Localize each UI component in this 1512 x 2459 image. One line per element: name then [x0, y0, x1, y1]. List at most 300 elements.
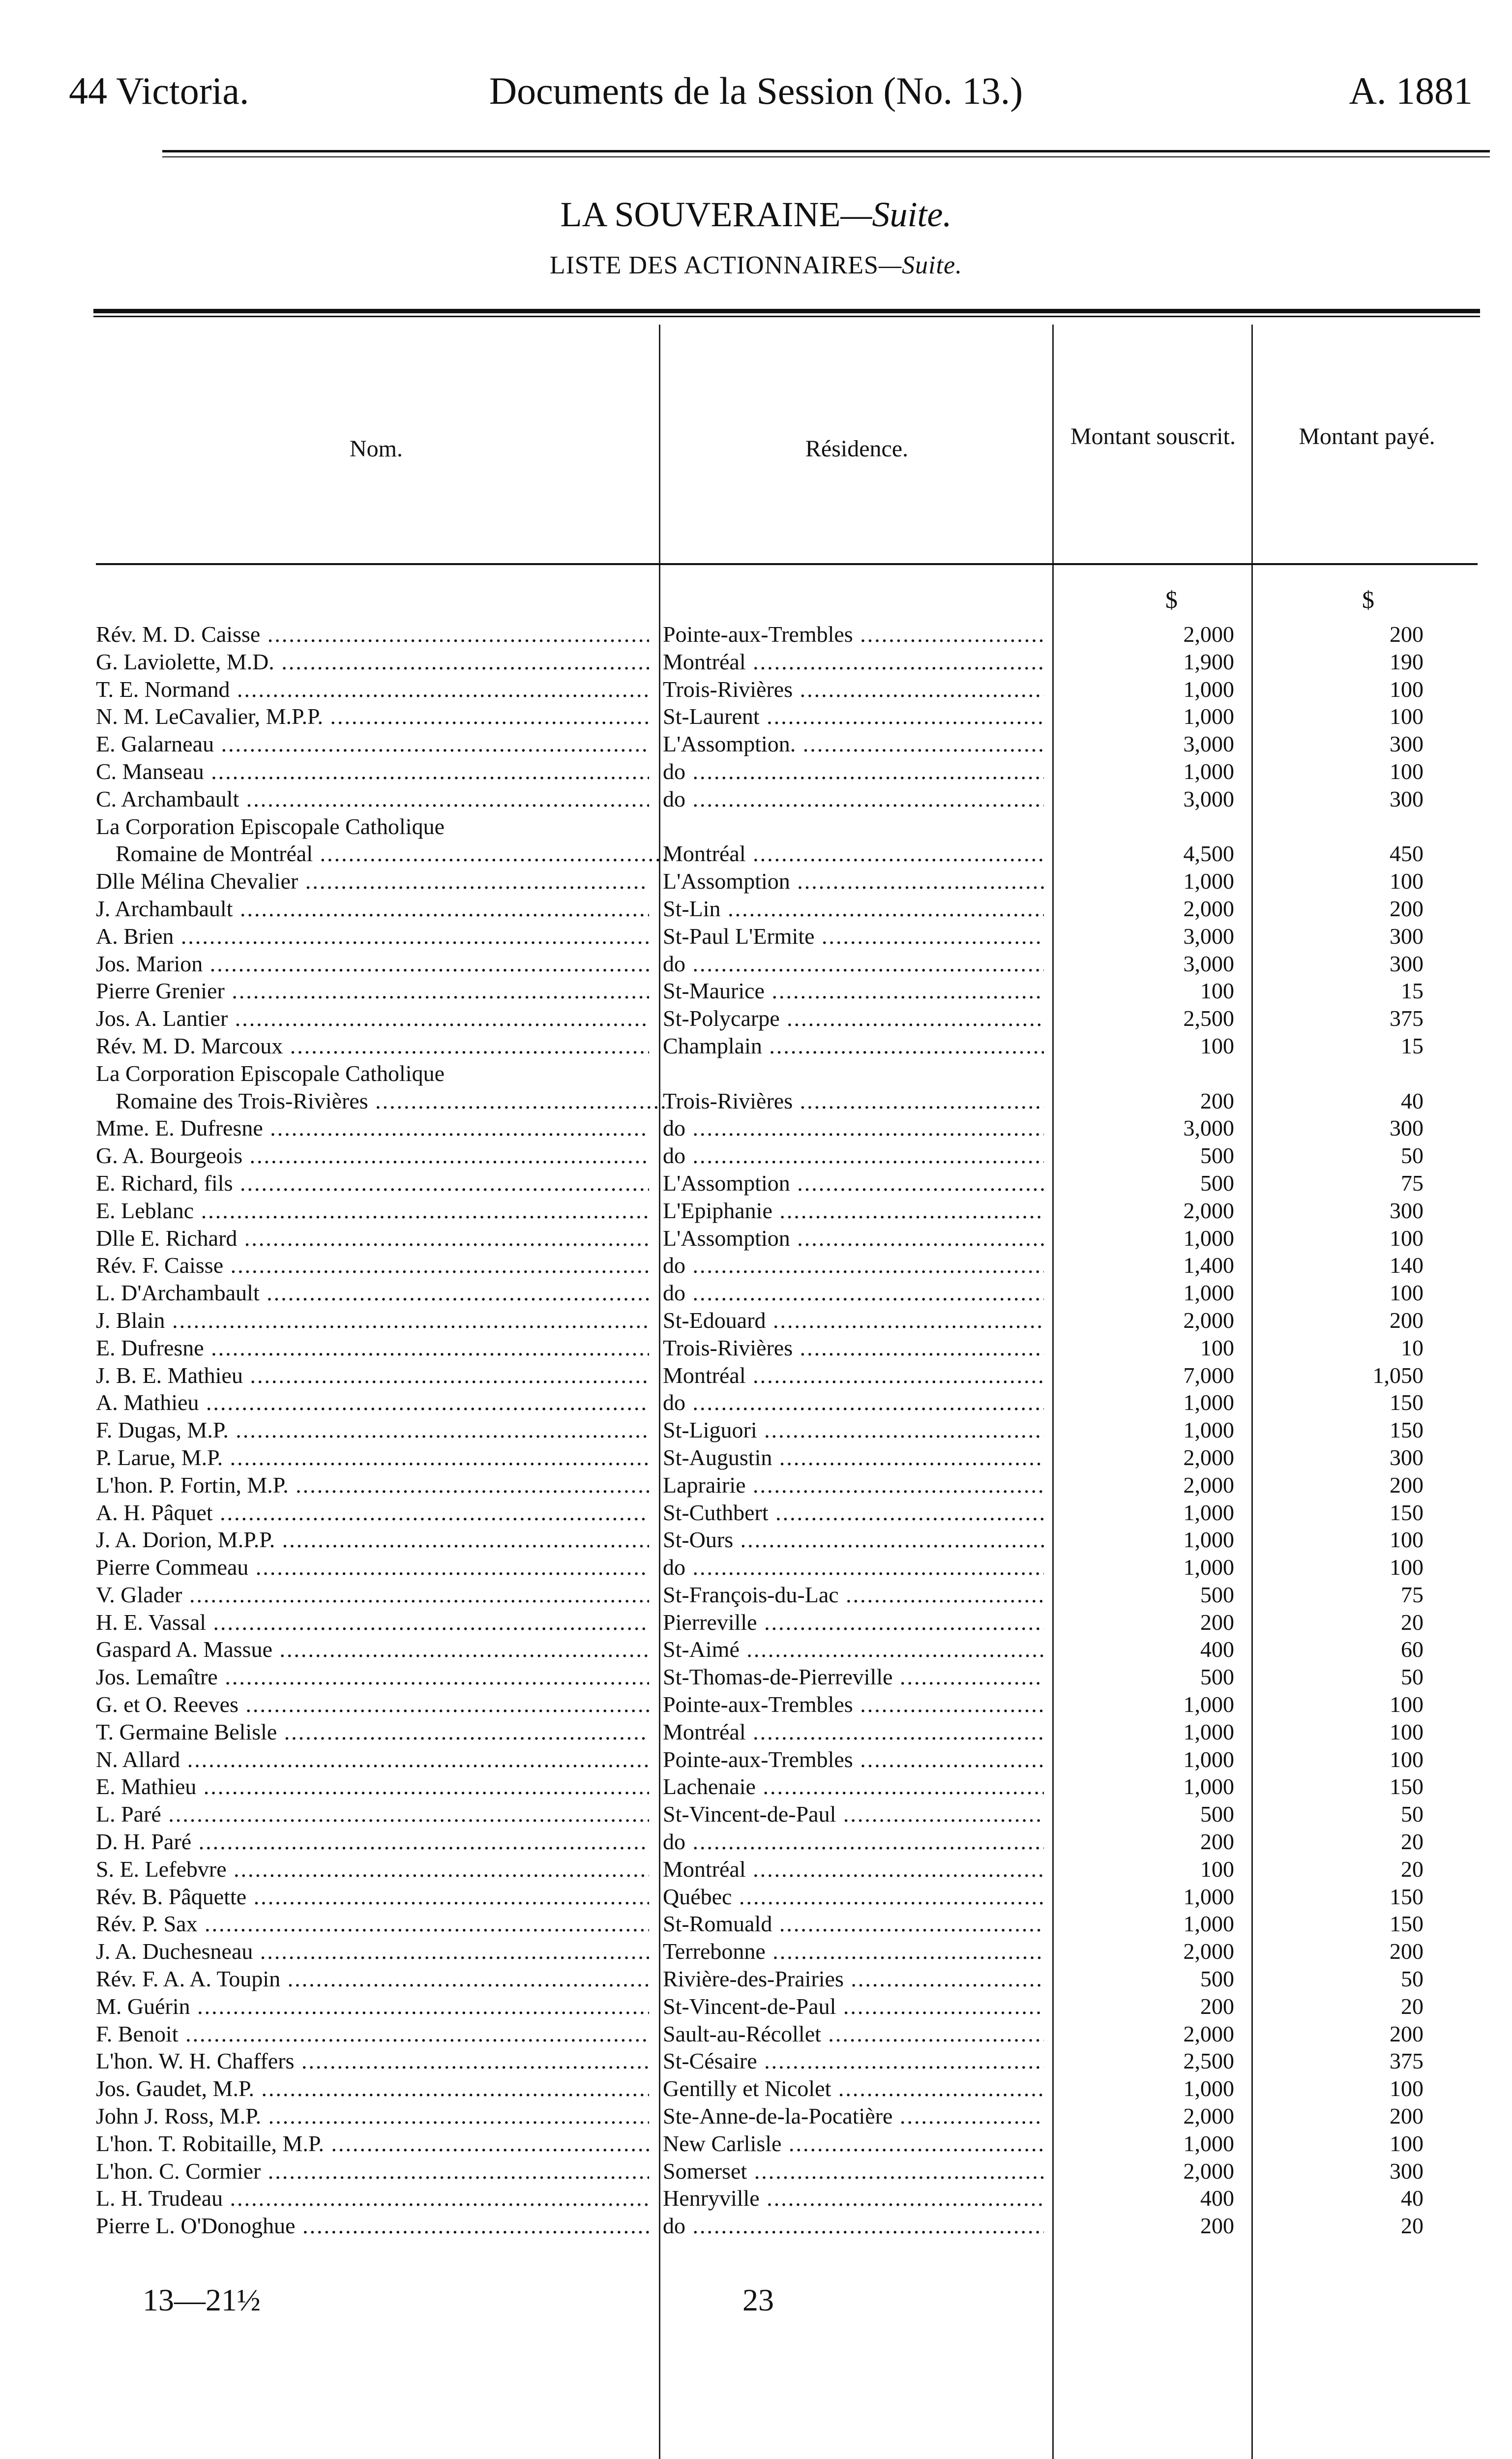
page-number: 23: [742, 2282, 774, 2317]
shareholder-name: A. Brien .....: [96, 923, 649, 950]
amount-paid: 150: [1390, 1417, 1423, 1443]
table-row: [0, 1307, 1512, 1334]
table-row: [0, 868, 1512, 895]
amount-subscribed: 1,000: [1183, 1692, 1234, 1717]
amount-subscribed: 200: [1200, 1829, 1234, 1855]
shareholder-name: E. Richard, fils .....: [96, 1170, 649, 1197]
amount-subscribed: 1,000: [1183, 1555, 1234, 1580]
table-row: [0, 977, 1512, 1005]
amount-subscribed: 2,000: [1183, 1444, 1234, 1470]
shareholder-name: La Corporation Episcopale Catholique: [96, 1060, 445, 1086]
table-row: [0, 2130, 1512, 2158]
amount-paid: 100: [1390, 869, 1423, 894]
residence: do .....: [663, 1142, 1044, 1170]
amount-subscribed: 2,000: [1183, 1307, 1234, 1333]
shareholder-name: John J. Ross, M.P. .....: [96, 2102, 649, 2130]
amount-subscribed: 1,000: [1183, 1719, 1234, 1744]
header-left: 44 Victoria.: [69, 69, 249, 112]
residence: St-Romuald .....: [663, 1910, 1044, 1938]
amount-paid: 40: [1401, 1088, 1423, 1113]
column-header-nom: Nom.: [350, 436, 403, 462]
shareholder-name: J. Blain .....: [96, 1307, 649, 1334]
shareholder-name: J. Archambault .....: [96, 895, 649, 923]
shareholder-name: S. E. Lefebvre .....: [96, 1856, 649, 1883]
residence: St-Polycarpe .....: [663, 1005, 1044, 1032]
amount-subscribed: 400: [1200, 1637, 1234, 1662]
amount-subscribed: 2,000: [1183, 1939, 1234, 1964]
unit-paye: $: [1362, 586, 1374, 613]
residence: Somerset .....: [663, 2158, 1044, 2185]
table-row: [0, 1197, 1512, 1225]
amount-paid: 200: [1390, 622, 1423, 647]
amount-subscribed: 1,000: [1183, 1225, 1234, 1251]
shareholder-name: L'hon. C. Cormier .....: [96, 2158, 649, 2185]
residence: St-Maurice .....: [663, 977, 1044, 1005]
shareholder-name: C. Manseau .....: [96, 758, 649, 785]
title-main: LA SOUVERAINE: [560, 195, 841, 234]
shareholder-name: Rév. F. Caisse .....: [96, 1252, 649, 1279]
residence: Trois-Rivières .....: [663, 676, 1044, 703]
shareholder-name: N. Allard .....: [96, 1746, 649, 1773]
header-rule-thick: [162, 150, 1490, 152]
amount-paid: 150: [1390, 1499, 1423, 1525]
amount-paid: 50: [1401, 1801, 1423, 1827]
residence: Montréal .....: [663, 1362, 1044, 1389]
residence: L'Epiphanie .....: [663, 1197, 1044, 1225]
residence: St-Ours .....: [663, 1526, 1044, 1554]
table-row: [0, 2185, 1512, 2212]
amount-paid: 200: [1390, 2103, 1423, 2129]
table-top-rule-thin: [93, 316, 1480, 317]
residence: Pointe-aux-Trembles .....: [663, 1746, 1044, 1773]
amount-paid: 50: [1401, 1664, 1423, 1690]
amount-paid: 20: [1401, 1993, 1423, 2019]
column-header-residence: Résidence.: [805, 436, 909, 462]
amount-subscribed: 1,000: [1183, 1499, 1234, 1525]
amount-paid: 300: [1390, 731, 1423, 757]
table-row: [0, 1005, 1512, 1032]
amount-paid: 75: [1401, 1582, 1423, 1607]
shareholder-name: G. et O. Reeves .....: [96, 1691, 649, 1718]
table-row: [0, 1444, 1512, 1471]
amount-paid: 200: [1390, 1472, 1423, 1498]
amount-paid: 15: [1401, 1033, 1423, 1058]
residence: L'Assomption .....: [663, 1225, 1044, 1252]
amount-subscribed: 2,000: [1183, 896, 1234, 921]
residence: Pointe-aux-Trembles .....: [663, 621, 1044, 648]
amount-paid: 20: [1401, 1609, 1423, 1635]
amount-paid: 150: [1390, 1911, 1423, 1937]
shareholder-name: Jos. A. Lantier .....: [96, 1005, 649, 1032]
table-row: [0, 1746, 1512, 1773]
page-subtitle: [0, 251, 1512, 280]
amount-paid: 200: [1390, 2021, 1423, 2046]
table-row: [0, 1252, 1512, 1279]
table-row: [0, 1389, 1512, 1416]
table-row: [0, 813, 1512, 840]
shareholder-name: Rév. F. A. A. Toupin .....: [96, 1965, 649, 1993]
residence: St-Edouard .....: [663, 1307, 1044, 1334]
residence: do .....: [663, 1279, 1044, 1307]
table-row: [0, 895, 1512, 923]
amount-subscribed: 7,000: [1183, 1362, 1234, 1388]
table-row: [0, 1499, 1512, 1527]
amount-subscribed: 200: [1200, 1088, 1234, 1113]
amount-paid: 100: [1390, 676, 1423, 702]
table-row: [0, 1225, 1512, 1252]
shareholder-name: G. A. Bourgeois .....: [96, 1142, 649, 1170]
amount-subscribed: 2,500: [1183, 1006, 1234, 1031]
table-row: [0, 1773, 1512, 1800]
amount-subscribed: 1,000: [1183, 1390, 1234, 1415]
shareholder-name: F. Dugas, M.P. .....: [96, 1416, 649, 1444]
header-bottom-rule: [96, 563, 1478, 565]
table-row: [0, 1170, 1512, 1197]
amount-paid: 100: [1390, 1692, 1423, 1717]
shareholder-name: N. M. LeCavalier, M.P.P. .....: [96, 703, 649, 730]
amount-paid: 300: [1390, 1198, 1423, 1223]
shareholder-name: L'hon. W. H. Chaffers .....: [96, 2047, 649, 2075]
shareholder-name: La Corporation Episcopale Catholique: [96, 813, 445, 839]
shareholder-name: J. B. E. Mathieu .....: [96, 1362, 649, 1389]
amount-paid: 300: [1390, 786, 1423, 811]
amount-paid: 20: [1401, 1856, 1423, 1882]
table-row: [0, 1636, 1512, 1663]
residence: do .....: [663, 2212, 1044, 2240]
residence: Ste-Anne-de-la-Pocatière .....: [663, 2102, 1044, 2130]
amount-paid: 375: [1390, 2048, 1423, 2074]
shareholder-name: A. Mathieu .....: [96, 1389, 649, 1416]
amount-paid: 100: [1390, 1719, 1423, 1744]
shareholder-name: D. H. Paré .....: [96, 1828, 649, 1856]
table-row: [0, 1416, 1512, 1444]
amount-paid: 100: [1390, 1527, 1423, 1553]
table-row: [0, 1581, 1512, 1609]
shareholder-name: H. E. Vassal .....: [96, 1609, 649, 1636]
amount-subscribed: 1,000: [1183, 676, 1234, 702]
amount-paid: 60: [1401, 1637, 1423, 1662]
amount-subscribed: 100: [1200, 1856, 1234, 1882]
shareholder-name: M. Guérin .....: [96, 1993, 649, 2020]
shareholder-name: G. Laviolette, M.D. .....: [96, 648, 649, 676]
column-header-paye: Montant payé.: [1299, 423, 1435, 450]
table-row: [0, 2075, 1512, 2102]
amount-subscribed: 500: [1200, 1801, 1234, 1827]
table-row: [0, 923, 1512, 950]
amount-subscribed: 1,000: [1183, 1527, 1234, 1553]
residence: Gentilly et Nicolet .....: [663, 2075, 1044, 2102]
residence: Henryville .....: [663, 2185, 1044, 2212]
table-row: [0, 2020, 1512, 2048]
table-row: [0, 1883, 1512, 1911]
table-row: [0, 1471, 1512, 1499]
amount-paid: 100: [1390, 2130, 1423, 2156]
amount-paid: 150: [1390, 1774, 1423, 1799]
table-row: [0, 1142, 1512, 1170]
residence: do .....: [663, 758, 1044, 785]
residence: do .....: [663, 1252, 1044, 1279]
table-row: [0, 1087, 1512, 1115]
shareholder-name: A. H. Pâquet .....: [96, 1499, 649, 1527]
shareholder-name: Jos. Marion .....: [96, 950, 649, 978]
amount-subscribed: 4,500: [1183, 841, 1234, 867]
amount-paid: 20: [1401, 2213, 1423, 2239]
table-row: [0, 1691, 1512, 1718]
amount-subscribed: 400: [1200, 2186, 1234, 2211]
table-row: [0, 785, 1512, 813]
residence: Montréal .....: [663, 840, 1044, 868]
amount-paid: 75: [1401, 1170, 1423, 1196]
amount-subscribed: 1,000: [1183, 1280, 1234, 1306]
amount-subscribed: 500: [1200, 1170, 1234, 1196]
shareholder-name: Pierre Commeau .....: [96, 1554, 649, 1581]
amount-subscribed: 2,000: [1183, 622, 1234, 647]
shareholder-name: Pierre Grenier .....: [96, 977, 649, 1005]
amount-paid: 100: [1390, 1555, 1423, 1580]
residence: Québec .....: [663, 1883, 1044, 1911]
amount-subscribed: 1,000: [1183, 1884, 1234, 1909]
table-row: [0, 1938, 1512, 1965]
table-row: [0, 648, 1512, 676]
amount-subscribed: 2,000: [1183, 1198, 1234, 1223]
amount-subscribed: 100: [1200, 978, 1234, 1004]
amount-paid: 200: [1390, 896, 1423, 921]
shareholder-name: L. D'Archambault .....: [96, 1279, 649, 1307]
residence: Pierreville .....: [663, 1609, 1044, 1636]
table-row: [0, 1334, 1512, 1362]
amount-subscribed: 1,000: [1183, 704, 1234, 729]
amount-paid: 100: [1390, 1225, 1423, 1251]
shareholder-name: J. A. Dorion, M.P.P. .....: [96, 1526, 649, 1554]
subtitle-main: LISTE DES ACTIONNAIRES: [549, 251, 879, 279]
table-row: [0, 840, 1512, 868]
table-row: [0, 1060, 1512, 1087]
unit-souscrit: $: [1165, 586, 1178, 613]
amount-subscribed: 3,000: [1183, 1115, 1234, 1141]
shareholder-table: [0, 621, 1512, 2240]
amount-paid: 200: [1390, 1307, 1423, 1333]
page-title: [0, 194, 1512, 235]
table-row: [0, 2158, 1512, 2185]
header-rule-thin: [162, 156, 1490, 157]
amount-subscribed: 200: [1200, 2213, 1234, 2239]
shareholder-name: L'hon. T. Robitaille, M.P. .....: [96, 2130, 649, 2158]
residence: do .....: [663, 1389, 1044, 1416]
table-row: [0, 1910, 1512, 1938]
amount-paid: 100: [1390, 2076, 1423, 2101]
residence: Montréal .....: [663, 648, 1044, 676]
amount-paid: 375: [1390, 1006, 1423, 1031]
shareholder-name: Rév. M. D. Marcoux .....: [96, 1032, 649, 1060]
shareholder-name: Mme. E. Dufresne .....: [96, 1114, 649, 1142]
residence: Champlain .....: [663, 1032, 1044, 1060]
shareholder-name: Romaine de Montréal .....: [96, 840, 669, 868]
amount-subscribed: 1,000: [1183, 1774, 1234, 1799]
table-row: [0, 1993, 1512, 2020]
amount-subscribed: 1,400: [1183, 1253, 1234, 1278]
table-row: [0, 1362, 1512, 1389]
residence: St-Vincent-de-Paul .....: [663, 1800, 1044, 1828]
amount-subscribed: 500: [1200, 1664, 1234, 1690]
amount-subscribed: 2,000: [1183, 1472, 1234, 1498]
amount-paid: 450: [1390, 841, 1423, 867]
amount-paid: 190: [1390, 649, 1423, 674]
shareholder-name: P. Larue, M.P. .....: [96, 1444, 649, 1471]
shareholder-name: C. Archambault .....: [96, 785, 649, 813]
table-row: [0, 2102, 1512, 2130]
table-row: [0, 2212, 1512, 2240]
shareholder-name: Dlle E. Richard .....: [96, 1225, 649, 1252]
amount-paid: 150: [1390, 1390, 1423, 1415]
residence: do .....: [663, 1114, 1044, 1142]
amount-subscribed: 2,500: [1183, 2048, 1234, 2074]
amount-paid: 50: [1401, 1143, 1423, 1169]
table-row: [0, 1609, 1512, 1636]
residence: St-Laurent .....: [663, 703, 1044, 730]
shareholder-name: Rév. B. Pâquette .....: [96, 1883, 649, 1911]
residence: Montréal .....: [663, 1856, 1044, 1883]
residence: Trois-Rivières .....: [663, 1334, 1044, 1362]
amount-subscribed: 1,900: [1183, 649, 1234, 674]
amount-subscribed: 3,000: [1183, 923, 1234, 949]
table-row: [0, 730, 1512, 758]
shareholder-name: Rév. P. Sax .....: [96, 1910, 649, 1938]
amount-paid: 100: [1390, 704, 1423, 729]
table-row: [0, 1032, 1512, 1060]
table-row: [0, 676, 1512, 703]
table-row: [0, 2047, 1512, 2075]
table-row: [0, 703, 1512, 730]
amount-subscribed: 500: [1200, 1582, 1234, 1607]
table-row: [0, 1828, 1512, 1856]
amount-subscribed: 1,000: [1183, 758, 1234, 784]
residence: do .....: [663, 785, 1044, 813]
subtitle-suffix: —Suite.: [878, 251, 963, 279]
amount-subscribed: 2,000: [1183, 2103, 1234, 2129]
residence: do .....: [663, 1828, 1044, 1856]
residence: L'Assomption .....: [663, 1170, 1044, 1197]
amount-subscribed: 3,000: [1183, 786, 1234, 811]
shareholder-name: T. Germaine Belisle .....: [96, 1718, 649, 1746]
amount-paid: 300: [1390, 923, 1423, 949]
residence: St-Lin .....: [663, 895, 1044, 923]
residence: Terrebonne .....: [663, 1938, 1044, 1965]
shareholder-name: F. Benoit .....: [96, 2020, 649, 2048]
residence: St-Liguori .....: [663, 1416, 1044, 1444]
table-row: [0, 1663, 1512, 1691]
amount-paid: 20: [1401, 1829, 1423, 1855]
residence: Lachenaie .....: [663, 1773, 1044, 1800]
residence: St-Aimé .....: [663, 1636, 1044, 1663]
amount-subscribed: 500: [1200, 1966, 1234, 1992]
shareholder-name: Romaine des Trois-Rivières .....: [96, 1087, 669, 1115]
amount-subscribed: 2,000: [1183, 2158, 1234, 2184]
amount-subscribed: 200: [1200, 1609, 1234, 1635]
footer-left: 13—21½: [143, 2282, 261, 2317]
residence: L'Assomption. .....: [663, 730, 1044, 758]
table-top-rule: [93, 309, 1480, 313]
column-header-souscrit: Montant souscrit.: [1070, 423, 1236, 450]
amount-paid: 100: [1390, 758, 1423, 784]
shareholder-name: T. E. Normand .....: [96, 676, 649, 703]
table-row: [0, 1114, 1512, 1142]
amount-paid: 1,050: [1372, 1362, 1423, 1388]
amount-subscribed: 1,000: [1183, 1746, 1234, 1772]
header-right: A. 1881: [1349, 69, 1473, 112]
table-row: [0, 950, 1512, 978]
residence: St-Paul L'Ermite .....: [663, 923, 1044, 950]
residence: St-Vincent-de-Paul .....: [663, 1993, 1044, 2020]
table-row: [0, 1279, 1512, 1307]
shareholder-name: Rév. M. D. Caisse .....: [96, 621, 649, 648]
amount-paid: 140: [1390, 1253, 1423, 1278]
amount-subscribed: 200: [1200, 1993, 1234, 2019]
amount-paid: 300: [1390, 2158, 1423, 2184]
table-row: [0, 1856, 1512, 1883]
amount-paid: 100: [1390, 1280, 1423, 1306]
amount-paid: 100: [1390, 1746, 1423, 1772]
amount-subscribed: 100: [1200, 1335, 1234, 1360]
residence: Laprairie .....: [663, 1471, 1044, 1499]
shareholder-name: Jos. Gaudet, M.P. .....: [96, 2075, 649, 2102]
amount-subscribed: 100: [1200, 1033, 1234, 1058]
amount-subscribed: 1,000: [1183, 869, 1234, 894]
shareholder-name: L. Paré .....: [96, 1800, 649, 1828]
shareholder-name: E. Galarneau .....: [96, 730, 649, 758]
residence: St-Thomas-de-Pierreville .....: [663, 1663, 1044, 1691]
amount-subscribed: 1,000: [1183, 2076, 1234, 2101]
amount-subscribed: 2,000: [1183, 2021, 1234, 2046]
residence: New Carlisle .....: [663, 2130, 1044, 2158]
amount-paid: 300: [1390, 1115, 1423, 1141]
residence: Montréal .....: [663, 1718, 1044, 1746]
amount-subscribed: 500: [1200, 1143, 1234, 1169]
table-row: [0, 1718, 1512, 1746]
residence: Trois-Rivières .....: [663, 1087, 1044, 1115]
residence: St-Augustin .....: [663, 1444, 1044, 1471]
shareholder-name: L. H. Trudeau .....: [96, 2185, 649, 2212]
residence: St-Cuthbert .....: [663, 1499, 1044, 1527]
shareholder-name: Pierre L. O'Donoghue .....: [96, 2212, 649, 2240]
shareholder-name: V. Glader .....: [96, 1581, 649, 1609]
title-suffix: —Suite.: [840, 195, 952, 234]
residence: L'Assomption .....: [663, 868, 1044, 895]
table-row: [0, 1554, 1512, 1581]
amount-paid: 50: [1401, 1966, 1423, 1992]
amount-subscribed: 3,000: [1183, 951, 1234, 976]
residence: Sault-au-Récollet .....: [663, 2020, 1044, 2048]
amount-subscribed: 3,000: [1183, 731, 1234, 757]
shareholder-name: E. Leblanc .....: [96, 1197, 649, 1225]
amount-paid: 10: [1401, 1335, 1423, 1360]
shareholder-name: Dlle Mélina Chevalier .....: [96, 868, 649, 895]
table-row: [0, 621, 1512, 648]
amount-subscribed: 1,000: [1183, 1911, 1234, 1937]
shareholder-name: Jos. Lemaître .....: [96, 1663, 649, 1691]
shareholder-name: L'hon. P. Fortin, M.P. .....: [96, 1471, 649, 1499]
shareholder-name: J. A. Duchesneau .....: [96, 1938, 649, 1965]
amount-paid: 300: [1390, 951, 1423, 976]
table-row: [0, 1800, 1512, 1828]
table-row: [0, 758, 1512, 785]
shareholder-name: E. Dufresne .....: [96, 1334, 649, 1362]
amount-paid: 15: [1401, 978, 1423, 1004]
residence: St-François-du-Lac .....: [663, 1581, 1044, 1609]
residence: Rivière-des-Prairies .....: [663, 1965, 1044, 1993]
residence: do .....: [663, 1554, 1044, 1581]
amount-paid: 150: [1390, 1884, 1423, 1909]
header-center: Documents de la Session (No. 13.): [489, 69, 1023, 112]
